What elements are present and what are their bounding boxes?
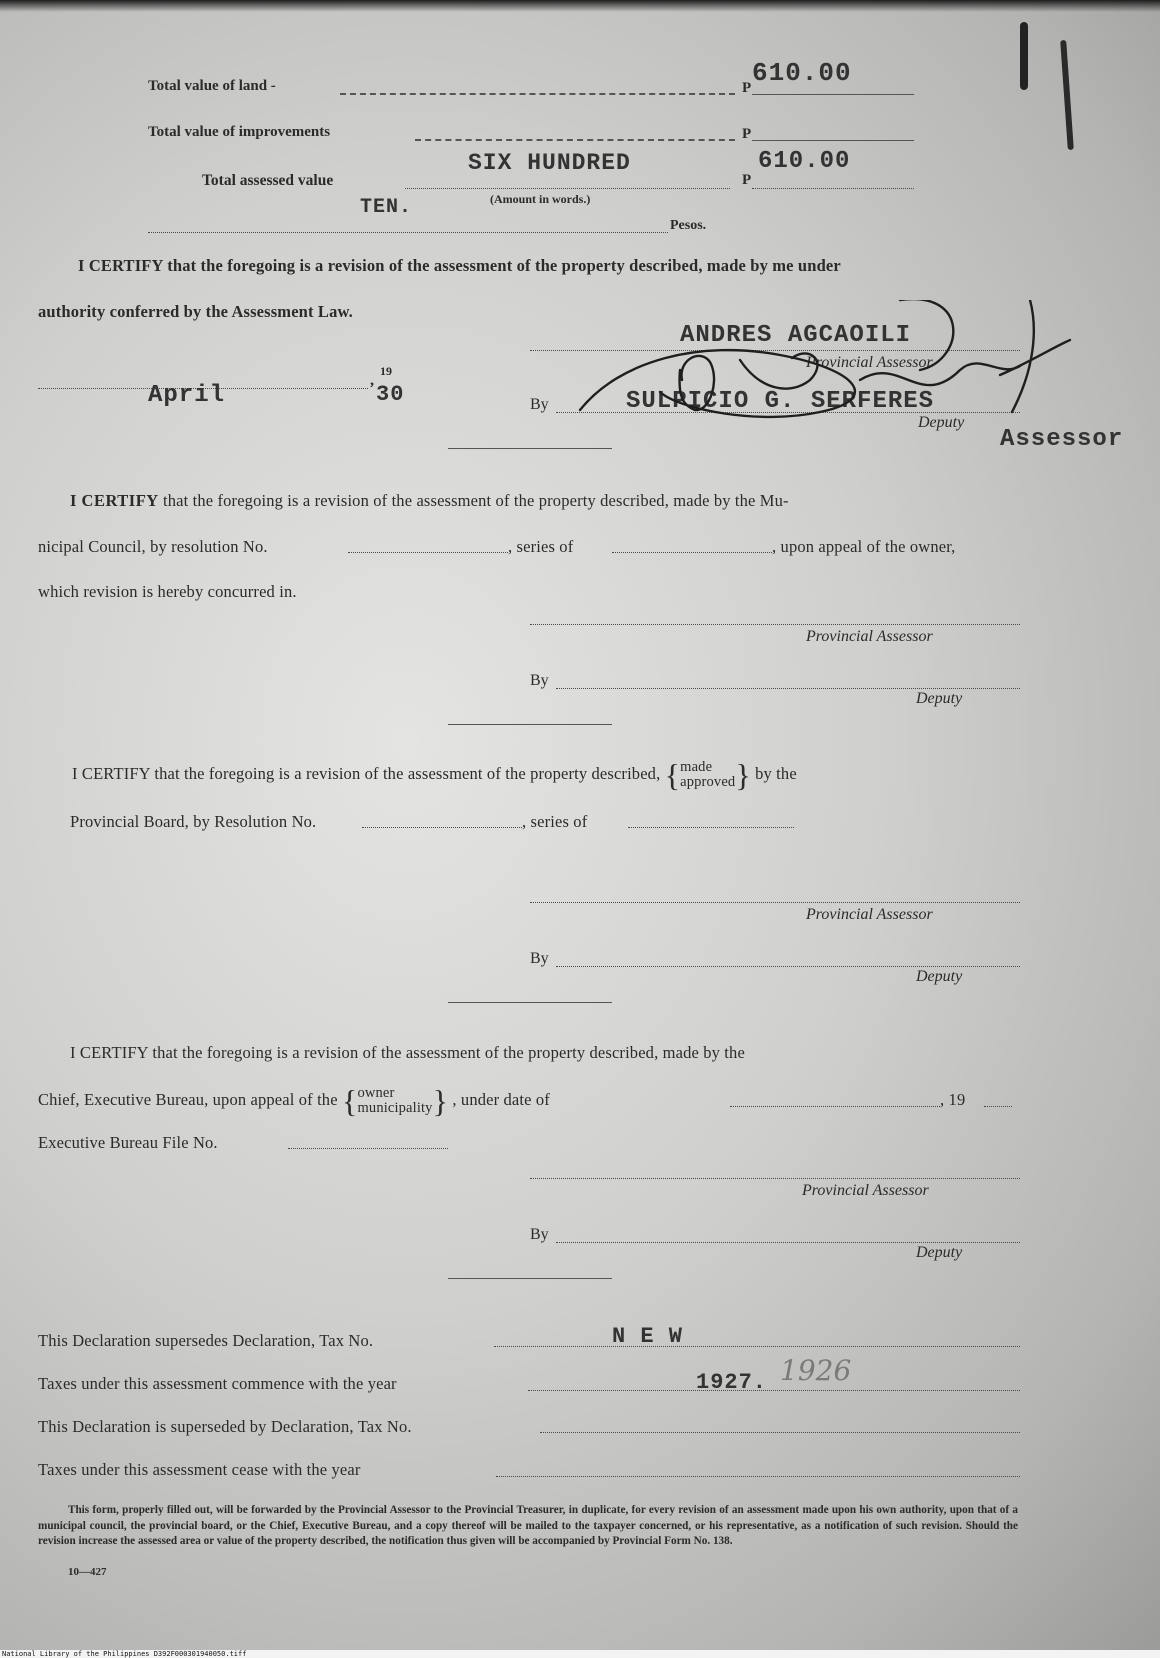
by-label: By	[530, 1226, 549, 1243]
peso-sign: P	[742, 172, 752, 188]
assessed-words-line2: TEN.	[360, 196, 413, 219]
commence-field	[528, 1390, 1020, 1391]
option-owner: owner	[357, 1085, 395, 1101]
certify-word: I CERTIFY	[70, 491, 159, 510]
assessor-title: Provincial Assessor	[802, 1182, 929, 1199]
commence-year-handwritten: 1926	[780, 1354, 852, 1387]
cert3-line1	[72, 757, 797, 793]
brace-open: {	[664, 757, 681, 793]
cease-label: Taxes under this assessment cease with the year	[38, 1460, 361, 1479]
brace-close: }	[735, 757, 751, 793]
assessor-title: Provincial Assessor	[806, 906, 933, 923]
cert2-line1-text: that the foregoing is a revision of the assessment of the property described, made by the Mu-	[163, 491, 789, 510]
deputy-signature-line	[556, 1242, 1020, 1243]
assessor-title: Provincial Assessor	[806, 354, 933, 371]
cert4-line1: I CERTIFY that the foregoing is a revision of the assessment of the property described, made by the	[70, 1043, 745, 1062]
date-field	[730, 1106, 940, 1107]
margin-mark	[1060, 40, 1074, 150]
cease-field	[496, 1476, 1020, 1477]
deputy-signature-line	[556, 966, 1020, 967]
assessor-signature-line	[530, 624, 1020, 625]
cert4-date-label: , under date of	[452, 1089, 550, 1109]
date-month: April	[148, 382, 226, 409]
assessor-title: Provincial Assessor	[806, 628, 933, 645]
amount-in-words-caption: (Amount in words.)	[490, 192, 591, 206]
cert2-text: nicipal Council, by resolution No.	[38, 537, 268, 556]
footer-instructions: This form, properly filled out, will be forwarded by the Provincial Assessor to the Provincial Treasurer, in duplicate, for every revision of an assessment made upon his own authority, upon that of a municipal council, the provincial board, or the Chief, Executive Bureau, and a copy thereof will be mailed to the taxpayer concerned, or his representative, as a notification of such revision. Should the revision increase the assessed area or value of the property described, the notification thus given will be accompanied by Provincial Form No. 138.	[38, 1504, 1018, 1547]
handwritten-signature	[560, 300, 1080, 440]
year-suffix: 30	[376, 382, 405, 407]
supersedes-field	[494, 1346, 1020, 1347]
year-prefix: 19	[380, 364, 392, 378]
resolution-number-field	[348, 552, 508, 553]
deputy-title: Deputy	[918, 414, 965, 431]
value-line	[752, 140, 914, 141]
improvements-label: Total value of improvements	[148, 124, 331, 140]
cert4-line2	[38, 1083, 550, 1119]
words-line	[405, 188, 730, 189]
cert4-year-label: , 19	[940, 1090, 966, 1109]
cert2-line2	[38, 537, 268, 557]
cert1-line1: I CERTIFY that the foregoing is a revision of the assessment of the property described, made by me under	[78, 256, 841, 275]
series-field	[612, 552, 772, 553]
land-value: 610.00	[752, 58, 852, 88]
pesos-label: Pesos.	[670, 218, 707, 233]
supersedes-value: N E W	[612, 1324, 684, 1349]
option-made: made	[680, 759, 713, 775]
cert4-text: Chief, Executive Bureau, upon appeal of the	[38, 1089, 338, 1109]
cert4-line3: Executive Bureau File No.	[38, 1133, 218, 1152]
section-divider	[448, 724, 612, 725]
by-label: By	[530, 672, 549, 689]
deputy-title: Deputy	[916, 690, 963, 707]
land-value-label: Total value of land -	[148, 78, 276, 94]
deputy-signature-line	[556, 688, 1020, 689]
margin-mark	[1020, 22, 1028, 90]
assessor-signature-line	[530, 902, 1020, 903]
deputy-name: SULPICIO G. SERFERES	[626, 388, 935, 415]
cert3-line2a: Provincial Board, by Resolution No.	[70, 812, 317, 831]
assessed-value-words: SIX HUNDRED	[468, 150, 631, 176]
deputy-title: Deputy	[916, 968, 963, 985]
section-divider	[448, 448, 612, 449]
cert2-line3: which revision is hereby concurred in.	[38, 582, 297, 601]
deputy-title: Deputy	[916, 1244, 963, 1261]
superseded-field	[540, 1432, 1020, 1433]
words-line	[148, 232, 668, 233]
series-field	[628, 827, 794, 828]
assessed-value-label: Total assessed value	[202, 172, 334, 189]
cert2-line1	[70, 491, 789, 511]
cert1-line2: authority conferred by the Assessment Law.	[38, 302, 353, 321]
cert2-series-label: , series of	[508, 537, 574, 556]
option-approved: approved	[680, 774, 736, 790]
assessor-stamp: Assessor	[1000, 426, 1124, 453]
option-municipality: municipality	[357, 1100, 433, 1116]
resolution-number-field	[362, 827, 522, 828]
leader-line	[415, 139, 735, 141]
made-approved-options	[680, 760, 735, 790]
assessor-signature-line	[530, 1178, 1020, 1179]
value-line	[752, 188, 914, 189]
cert3-text: I CERTIFY that the foregoing is a revision of the assessment of the property described,	[72, 763, 661, 783]
section-divider	[448, 1002, 612, 1003]
value-line	[752, 94, 914, 95]
peso-sign: P	[742, 126, 752, 142]
peso-sign: P	[742, 80, 752, 96]
form-code: 10—427	[68, 1566, 107, 1578]
owner-municipality-options	[357, 1086, 432, 1116]
cert2-appeal-text: , upon appeal of the owner,	[772, 537, 956, 556]
file-number-field	[288, 1148, 448, 1149]
assessor-name: ANDRES AGCAOILI	[680, 322, 912, 349]
superseded-label: This Declaration is superseded by Declaration, Tax No.	[38, 1417, 412, 1436]
commence-year-typed: 1927.	[696, 1370, 768, 1395]
assessed-value-amount: 610.00	[758, 148, 851, 175]
supersedes-label: This Declaration supersedes Declaration, Tax No.	[38, 1331, 374, 1350]
year-field	[984, 1106, 1012, 1107]
brace-close: }	[432, 1083, 449, 1119]
by-label: By	[530, 950, 549, 967]
archive-caption: National Library of the Philippines D392F000301940050.tiff	[0, 1650, 1160, 1658]
brace-open: {	[341, 1083, 358, 1119]
section-divider	[448, 1278, 612, 1279]
cert3-series-label: , series of	[522, 812, 588, 831]
date-comma: ,	[370, 372, 374, 389]
cert3-text-end: by the	[755, 763, 797, 783]
bleed-through-text	[430, 130, 439, 156]
leader-line	[340, 93, 735, 95]
commence-label: Taxes under this assessment commence with the year	[38, 1374, 397, 1393]
by-label: By	[530, 396, 549, 413]
